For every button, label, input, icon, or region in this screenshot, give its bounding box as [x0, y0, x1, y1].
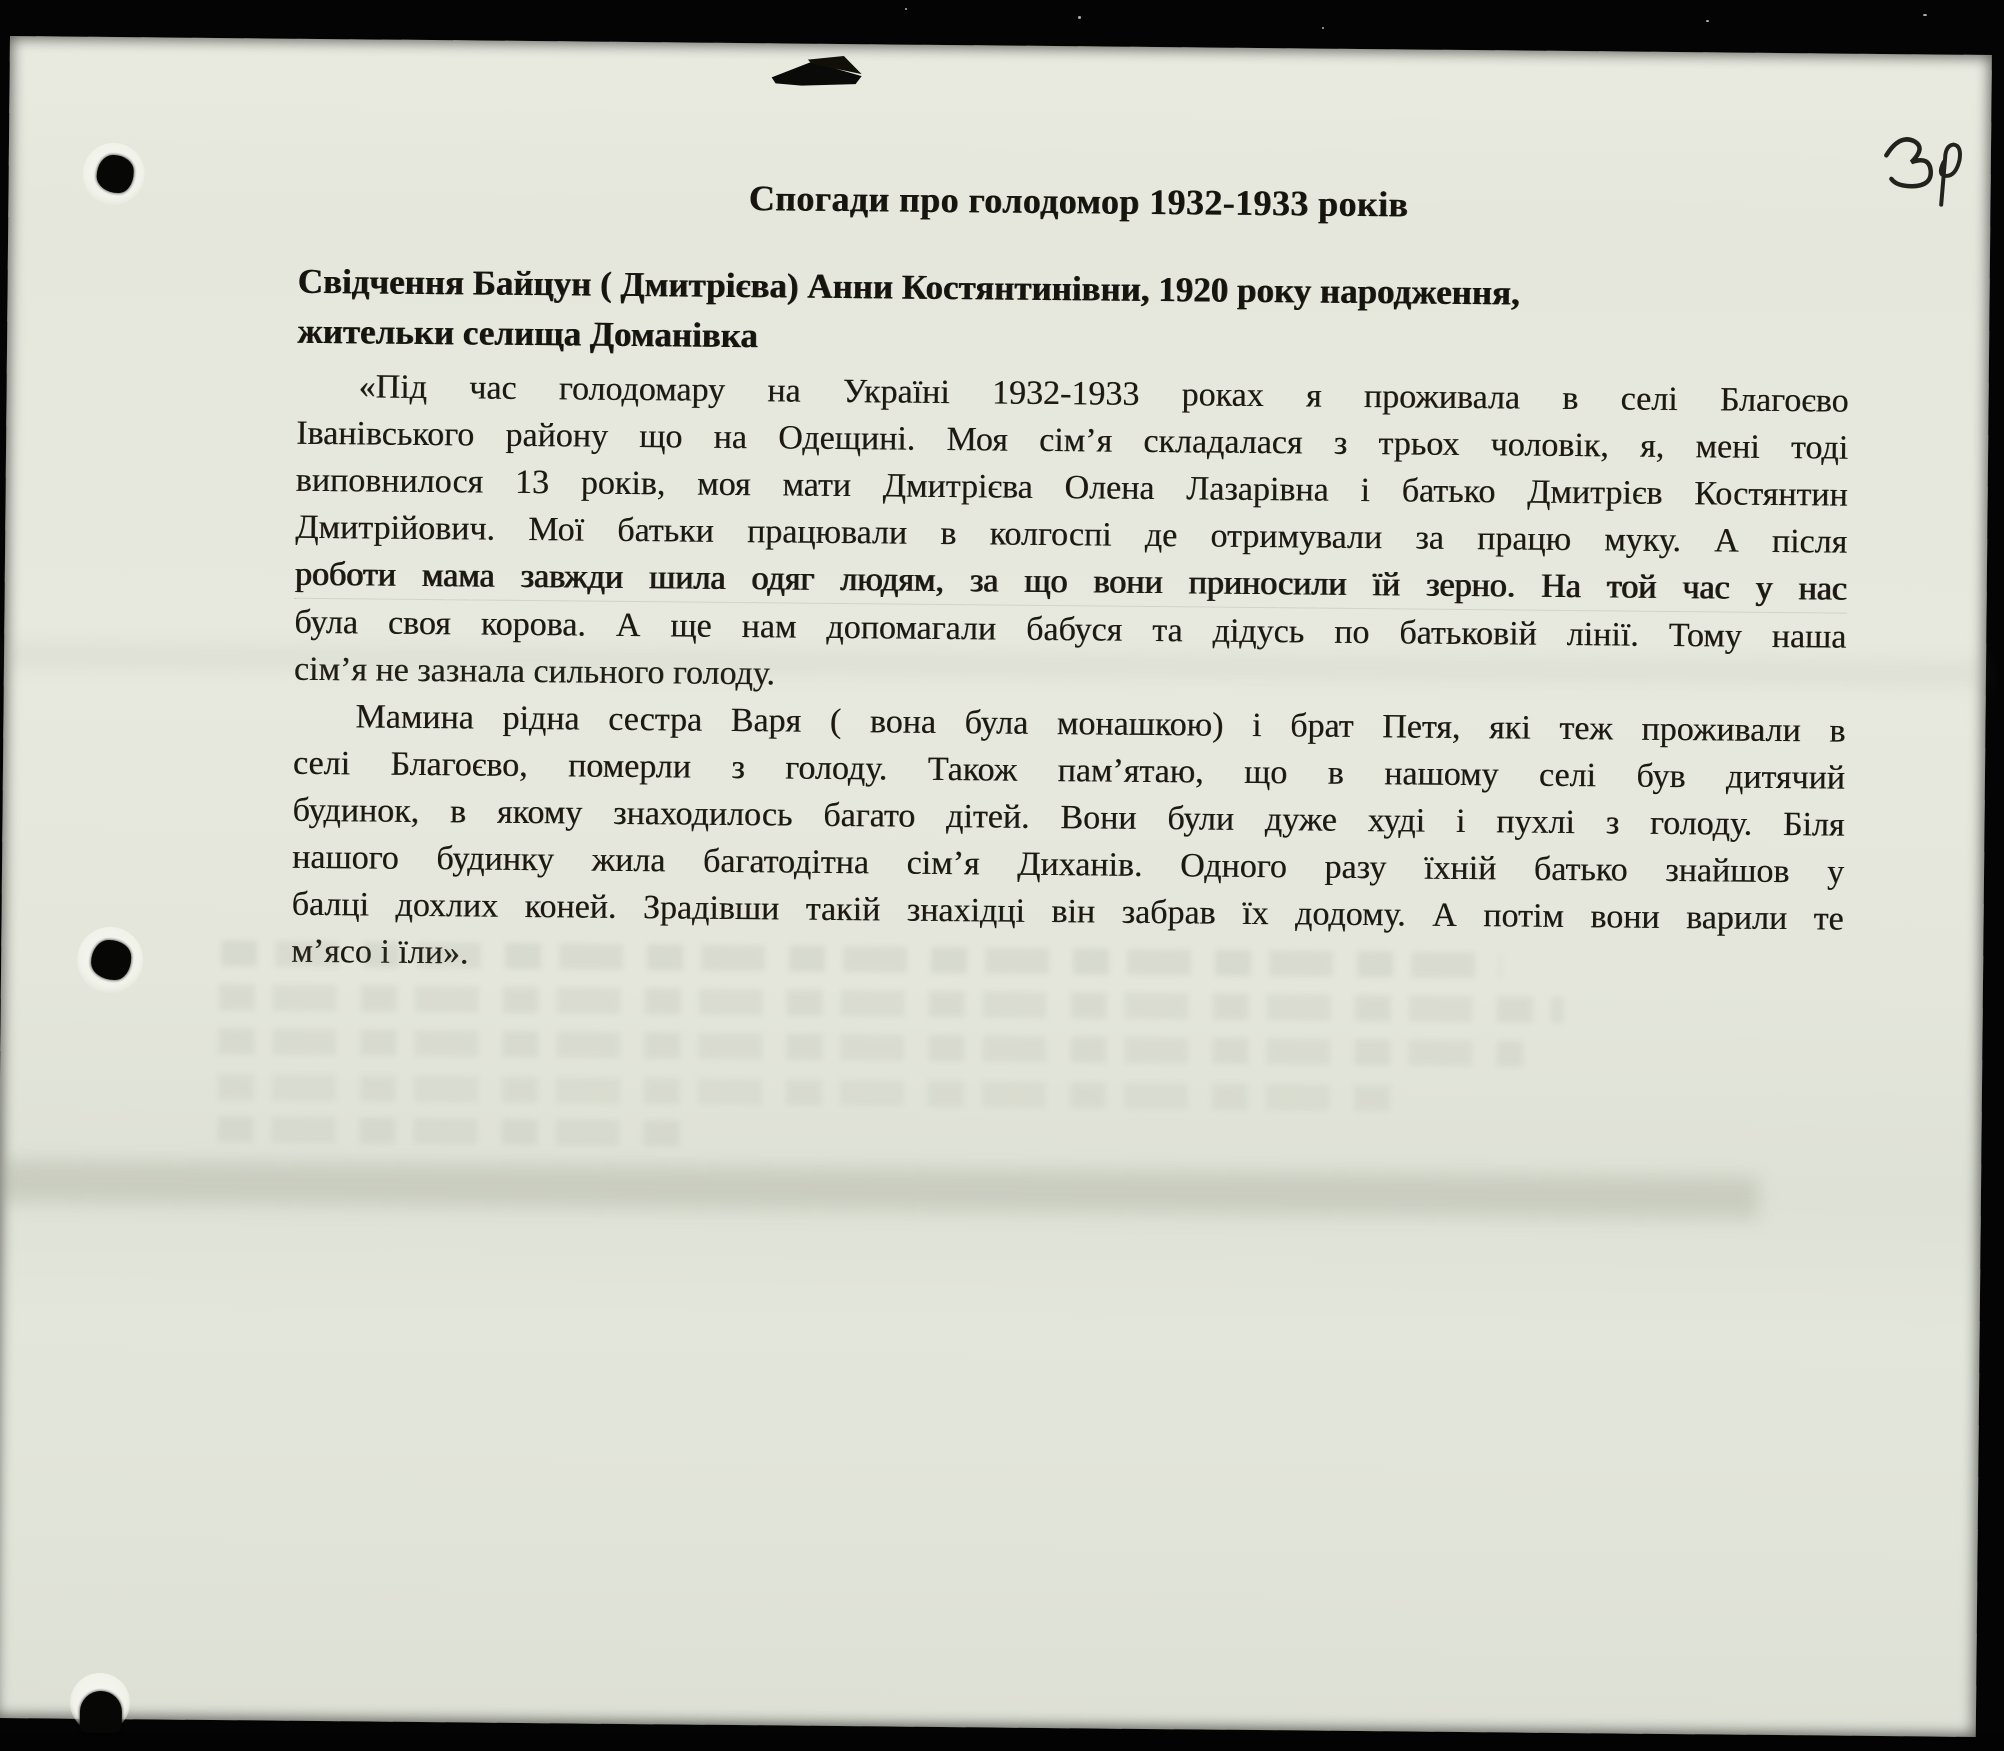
- hole-punch: [82, 143, 145, 206]
- hole-punch: [70, 1673, 131, 1734]
- text-line: «Під час голодомару на Україні 1932-1933 роках я проживала в селі Благоєво: [296, 363, 1848, 425]
- heading-line: Свідчення Байцун ( Дмитрієва) Анни Костянтинівни, 1920 року народження,: [297, 257, 1877, 322]
- bleed-through-band: [0, 1160, 1759, 1219]
- text-line: Дмитрійович. Мої батьки працювали в колгоспі де отримували за працю муку. А після: [295, 504, 1847, 566]
- body-paragraph: [291, 693, 1846, 990]
- text-line: роботи мама завжди шила одяг людям, за що вони приносили їй зерно. На той час у нас: [295, 551, 1847, 614]
- bleed-through-line: [218, 1028, 1523, 1067]
- bleed-through-line: [219, 984, 1564, 1023]
- dust-speck: [1078, 16, 1081, 19]
- text-line: нашого будинку жила багатодітна сім’я Диханів. Одного разу їхній батько знайшов у: [292, 834, 1844, 896]
- paper-tear: [757, 31, 878, 102]
- dust-speck: [1923, 14, 1927, 16]
- bleed-through-line: [218, 1074, 1398, 1111]
- handwritten-page-number: [1858, 95, 1991, 220]
- page-title: Спогади про голодомор 1932-1933 років: [298, 173, 1858, 230]
- text-line: балці дохлих коней. Зрадівши такій знахідці він забрав їх додому. А потім вони варили те: [291, 881, 1843, 943]
- text-line: м’ясо і їли».: [291, 928, 1843, 990]
- bleed-through-line: [217, 1116, 687, 1147]
- dust-speck: [1322, 27, 1324, 29]
- text-line: селі Благоєво, померли з голоду. Також пам’ятаю, що в нашому селі був дитячий: [293, 740, 1845, 802]
- dust-speck: [1706, 20, 1709, 22]
- text-line: Мамина рідна сестра Варя ( вона була монашкою) і брат Петя, які теж проживали в: [293, 693, 1845, 755]
- text-line: будинок, в якому знаходилось багато дітей. Вони були дуже худі і пухлі з голоду. Біля: [292, 787, 1844, 849]
- testimony-heading: [297, 257, 1878, 372]
- testimony-body: [291, 363, 1849, 990]
- text-line: Іванівського району що на Одещині. Моя сім’я складалася з трьох чоловік, я, мені тоді: [296, 410, 1848, 472]
- body-paragraph: [294, 363, 1849, 708]
- dust-speck: [905, 8, 907, 10]
- text-line: була своя корова. А ще нам допомагали бабуся та дідусь по батьковій лінії. Тому наша: [294, 599, 1846, 661]
- document-page: [0, 36, 1992, 1737]
- text-line: виповнилося 13 років, моя мати Дмитрієва Олена Лазарівна і батько Дмитрієв Костянтин: [296, 457, 1848, 519]
- heading-line: жительки селища Доманівка: [297, 307, 1877, 372]
- hole-punch: [77, 927, 144, 994]
- text-line: сім’я не зазнала сильного голоду.: [294, 646, 1846, 708]
